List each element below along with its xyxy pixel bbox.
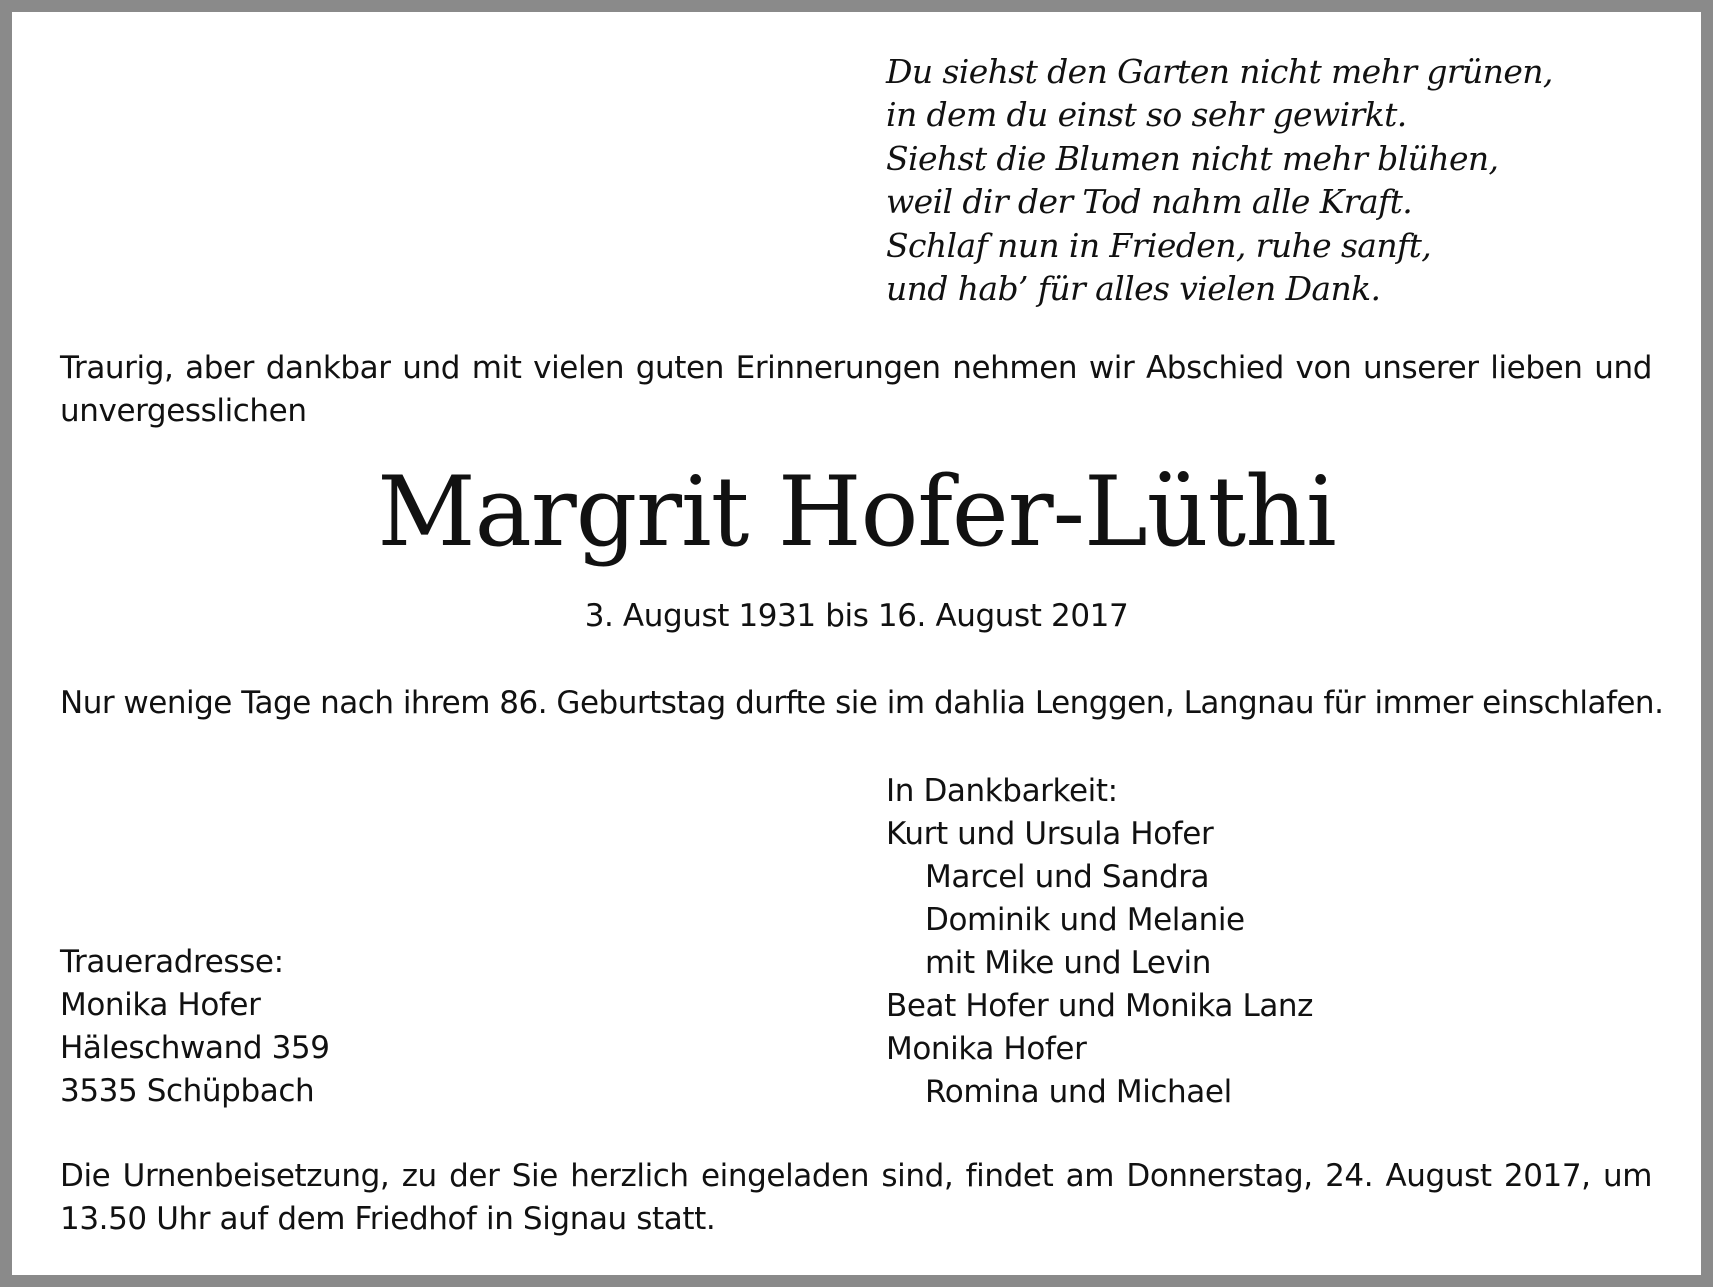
poem-line: Du siehst den Garten nicht mehr grünen,: [886, 52, 1553, 91]
burial-info: Die Urnenbeisetzung, zu der Sie herzlich eingeladen sind, findet am Donnerstag, 24. August 2017, um 13.50 Uhr auf dem Friedhof in Signau statt.: [60, 1158, 1652, 1237]
poem-line: in dem du einst so sehr gewirkt.: [886, 95, 1407, 135]
poem: [886, 50, 1553, 310]
deceased-name: Margrit Hofer-Lüthi: [377, 456, 1336, 568]
family-heading: In Dankbarkeit:: [886, 773, 1118, 809]
address-line: Monika Hofer: [60, 987, 261, 1023]
family-member: Beat Hofer und Monika Lanz: [886, 988, 1314, 1024]
poem-line: Schlaf nun in Frieden, ruhe sanft,: [886, 225, 1432, 265]
poem-line: und hab’ für alles vielen Dank.: [886, 269, 1381, 309]
family-member: Monika Hofer: [886, 1031, 1087, 1067]
address-line: Häleschwand 359: [60, 1030, 330, 1066]
life-dates: 3. August 1931 bis 16. August 2017: [584, 598, 1129, 634]
intro-text: Traurig, aber dankbar und mit vielen guten Erinnerungen nehmen wir Abschied von unserer lieben und unvergesslichen: [60, 350, 1652, 429]
address-line: 3535 Schüpbach: [60, 1073, 315, 1109]
death-notice: Nur wenige Tage nach ihrem 86. Geburtstag durfte sie im dahlia Lenggen, Langnau für immer einschlafen.: [60, 685, 1664, 721]
family-member: Kurt und Ursula Hofer: [886, 816, 1214, 852]
poem-line: weil dir der Tod nahm alle Kraft.: [886, 182, 1413, 222]
mourning-address: [60, 941, 330, 1113]
poem-line: Siehst die Blumen nicht mehr blühen,: [886, 138, 1499, 178]
address-heading: Traueradresse:: [60, 944, 284, 980]
family-member: mit Mike und Levin: [925, 945, 1211, 981]
family-list: [886, 770, 1313, 1114]
family-member: Romina und Michael: [925, 1074, 1232, 1110]
family-member: Dominik und Melanie: [925, 902, 1245, 938]
family-member: Marcel und Sandra: [925, 859, 1210, 895]
